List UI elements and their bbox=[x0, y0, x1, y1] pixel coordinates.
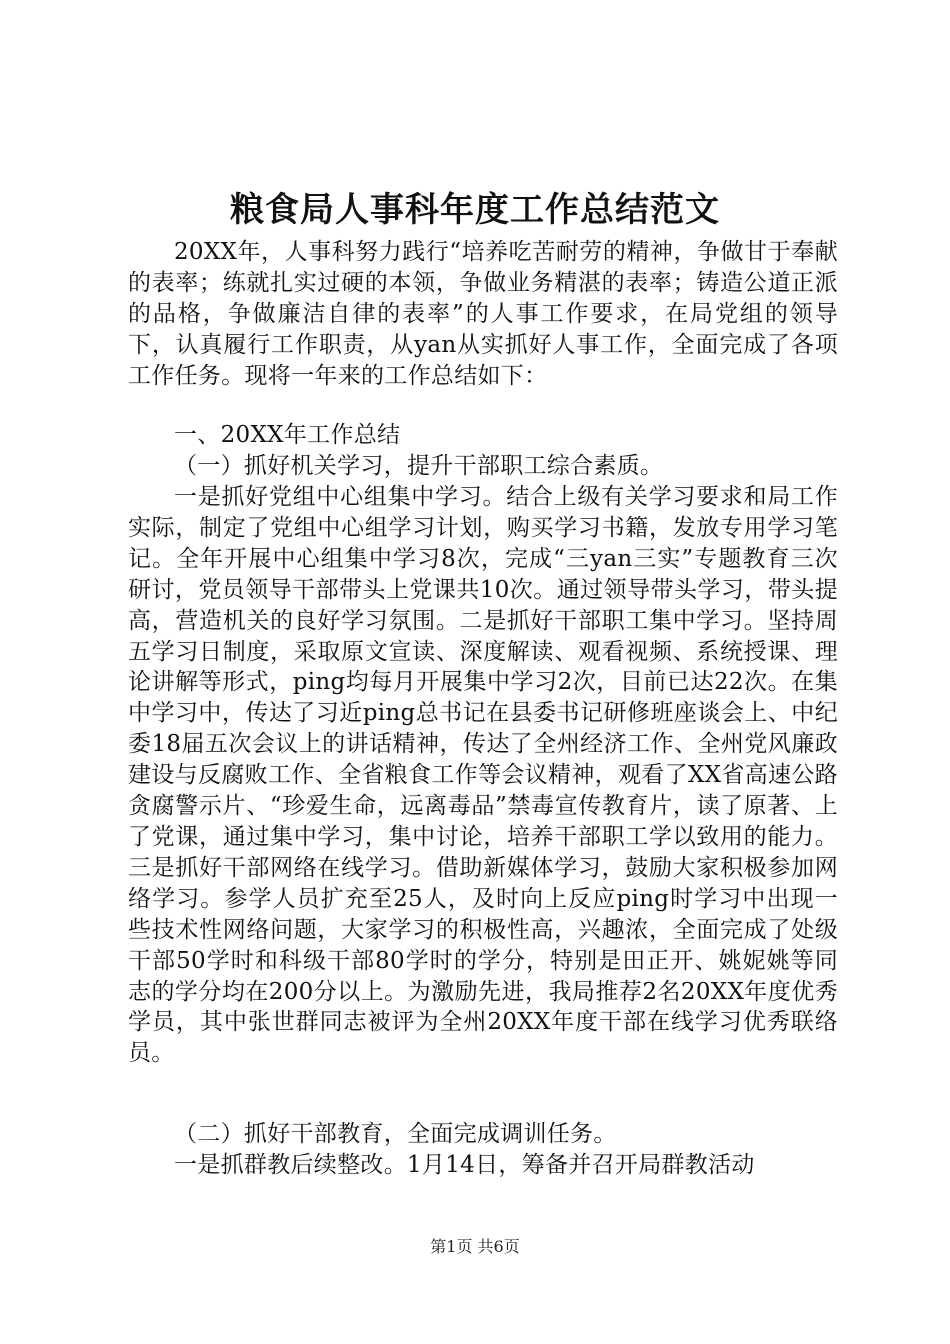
page-indicator: 第1页 共6页 bbox=[430, 1237, 520, 1256]
subsection-2-heading: （二）抓好干部教育，全面完成调训任务。 bbox=[174, 1121, 617, 1147]
subsection-2-paragraph: 一是抓群教后续整改。1月14日，筹备并召开局群教活动 bbox=[174, 1152, 755, 1178]
document-title: 粮食局人事科年度工作总结范文 bbox=[230, 190, 720, 230]
subsection-1-heading: （一）抓好机关学习，提升干部职工综合素质。 bbox=[174, 453, 664, 479]
subsection-1-paragraph: 一是抓好党组中心组集中学习。结合上级有关学习要求和局工作实际，制定了党组中心组学习计划，购买学习书籍，发放专用学习笔记。全年开展中心组集中学习8次，完成“三yan三实”专题教育三次研讨，党员领导干部带头上党课共10次。通过领导带头学习，带头提高，营造机关的良好学习氛围。二是抓好干部职工集中学习。坚持周五学习日制度，采取原文宣读、深度解读、观看视频、系统授课、理论讲解等形式，ping均每月开展集中学习2次，目前已达22次。在集中学习中，传达了习近ping总书记在县委书记研修班座谈会上、中纪委18届五次会议上的讲话精神，传达了全州经济工作、全州党风廉政建设与反腐败工作、全省粮食工作等会议精神，观看了XX省高速公路贪腐警示片、“珍爱生命，远离毒品”禁毒宣传教育片，读了原著、上了党课，通过集中学习，集中讨论，培养干部职工学以致用的能力。三是抓好干部网络在线学习。借助新媒体学习，鼓励大家积极参加网络学习。参学人员扩充至25人，及时向上反应ping时学习中出现一些技术性网络问题，大家学习的积极性高，兴趣浓，全面完成了处级干部50学时和科级干部80学时的学分，特别是田正开、姚妮姚等同志的学分均在200分以上。为激励先进，我局推荐2名20XX年度优秀学员，其中张世群同志被评为全州20XX年度干部在线学习优秀联络员。 bbox=[128, 484, 838, 1067]
intro-paragraph: 20XX年，人事科努力践行“培养吃苦耐劳的精神，争做甘于奉献的表率；练就扎实过硬的本领，争做业务精湛的表率；铸造公道正派的品格，争做廉洁自律的表率”的人事工作要求，在局党组的领导下，认真履行工作职责，从yan从实抓好人事工作，全面完成了各项工作任务。现将一年来的工作总结如下： bbox=[128, 239, 838, 389]
section-1-heading: 一、20XX年工作总结 bbox=[174, 422, 401, 448]
